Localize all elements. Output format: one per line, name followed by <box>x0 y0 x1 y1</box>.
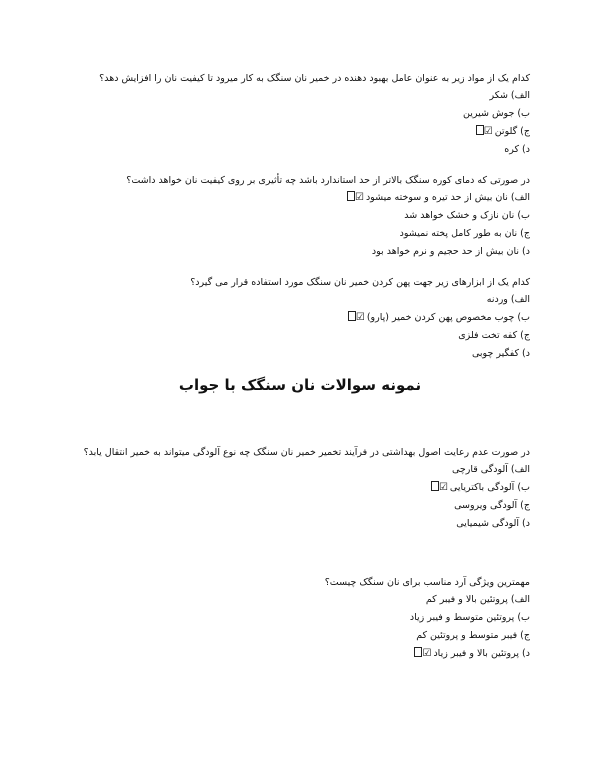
question-text: مهمترین ویژگی آرد مناسب برای نان سنگک چیست؟ <box>324 577 530 588</box>
question-text: کدام یک از ابزارهای زیر جهت پهن کردن خمیر نان سنگک مورد استفاده قرار می گیرد؟ <box>190 277 530 288</box>
answer-check-icon: ☑ <box>346 191 364 204</box>
question-block <box>60 174 530 263</box>
option-item <box>60 611 530 629</box>
option-label: ب) جوش شیرین <box>462 108 530 119</box>
option-label: ج) نان به طور کامل پخته نمیشود <box>399 228 530 239</box>
option-label: د) پروتئین بالا و فیبر زیاد <box>433 648 530 659</box>
option-label: ج) کفه تخت فلزی <box>458 330 530 341</box>
question-text: کدام یک از مواد زیر به عنوان عامل بهبود دهنده در خمیر نان سنگک به کار میرود تا کیفیت نان را افزایش دهد؟ <box>99 73 530 84</box>
answer-check-icon: ☑ <box>475 125 493 138</box>
answer-check-icon: ☑ <box>413 647 431 660</box>
option-item <box>60 125 530 143</box>
page-title: نمونه سوالات نان سنگک با جواب <box>178 376 422 394</box>
option-label: ج) آلودگی ویروسی <box>454 500 530 511</box>
option-item <box>60 629 530 647</box>
option-label: الف) وردنه <box>486 294 530 305</box>
answer-check-icon: ☑ <box>347 311 365 324</box>
option-label: ب) نان نازک و خشک خواهد شد <box>404 210 530 221</box>
option-item <box>60 209 530 227</box>
option-item <box>60 191 530 209</box>
option-item <box>60 517 530 535</box>
option-label: د) نان بیش از حد حجیم و نرم خواهد بود <box>371 246 530 257</box>
option-label: الف) آلودگی قارچی <box>451 464 530 475</box>
option-item <box>60 107 530 125</box>
option-item <box>60 227 530 245</box>
option-item <box>60 499 530 517</box>
question-block <box>60 446 530 535</box>
option-label: ب) چوب مخصوص پهن کردن خمیر (پارو) <box>366 312 530 323</box>
option-label: ج) فیبر متوسط و پروتئین کم <box>416 630 530 641</box>
option-item <box>60 593 530 611</box>
option-label: الف) نان بیش از حد تیره و سوخته میشود <box>365 192 530 203</box>
option-item <box>60 311 530 329</box>
option-label: ج) گلوتن <box>494 126 530 137</box>
option-item <box>60 245 530 263</box>
option-label: الف) پروتئین بالا و فیبر کم <box>425 594 530 605</box>
answer-check-icon: ☑ <box>430 481 448 494</box>
option-item <box>60 89 530 107</box>
option-item <box>60 463 530 481</box>
option-item <box>60 293 530 311</box>
option-label: د) کره <box>504 144 530 155</box>
question-block <box>60 276 530 365</box>
option-label: ب) پروتئین متوسط و فیبر زیاد <box>409 612 530 623</box>
question-block <box>60 72 530 161</box>
option-label: الف) شکر <box>489 90 530 101</box>
option-label: د) آلودگی شیمیایی <box>456 518 530 529</box>
option-item <box>60 481 530 499</box>
question-text: در صورت عدم رعایت اصول بهداشتی در فرآیند تخمیر خمیر نان سنگک چه نوع آلودگی میتواند به خمیر انتقال یابد؟ <box>83 447 530 458</box>
option-item <box>60 647 530 665</box>
question-text: در صورتی که دمای کوره سنگک بالاتر از حد استاندارد باشد چه تأثیری بر روی کیفیت نان خواهد داشت؟ <box>126 175 530 186</box>
option-item <box>60 329 530 347</box>
option-label: د) کفگیر چوبی <box>471 348 530 359</box>
question-block <box>60 576 530 665</box>
option-item <box>60 347 530 365</box>
option-item <box>60 143 530 161</box>
option-label: ب) آلودگی باکتریایی <box>449 482 530 493</box>
